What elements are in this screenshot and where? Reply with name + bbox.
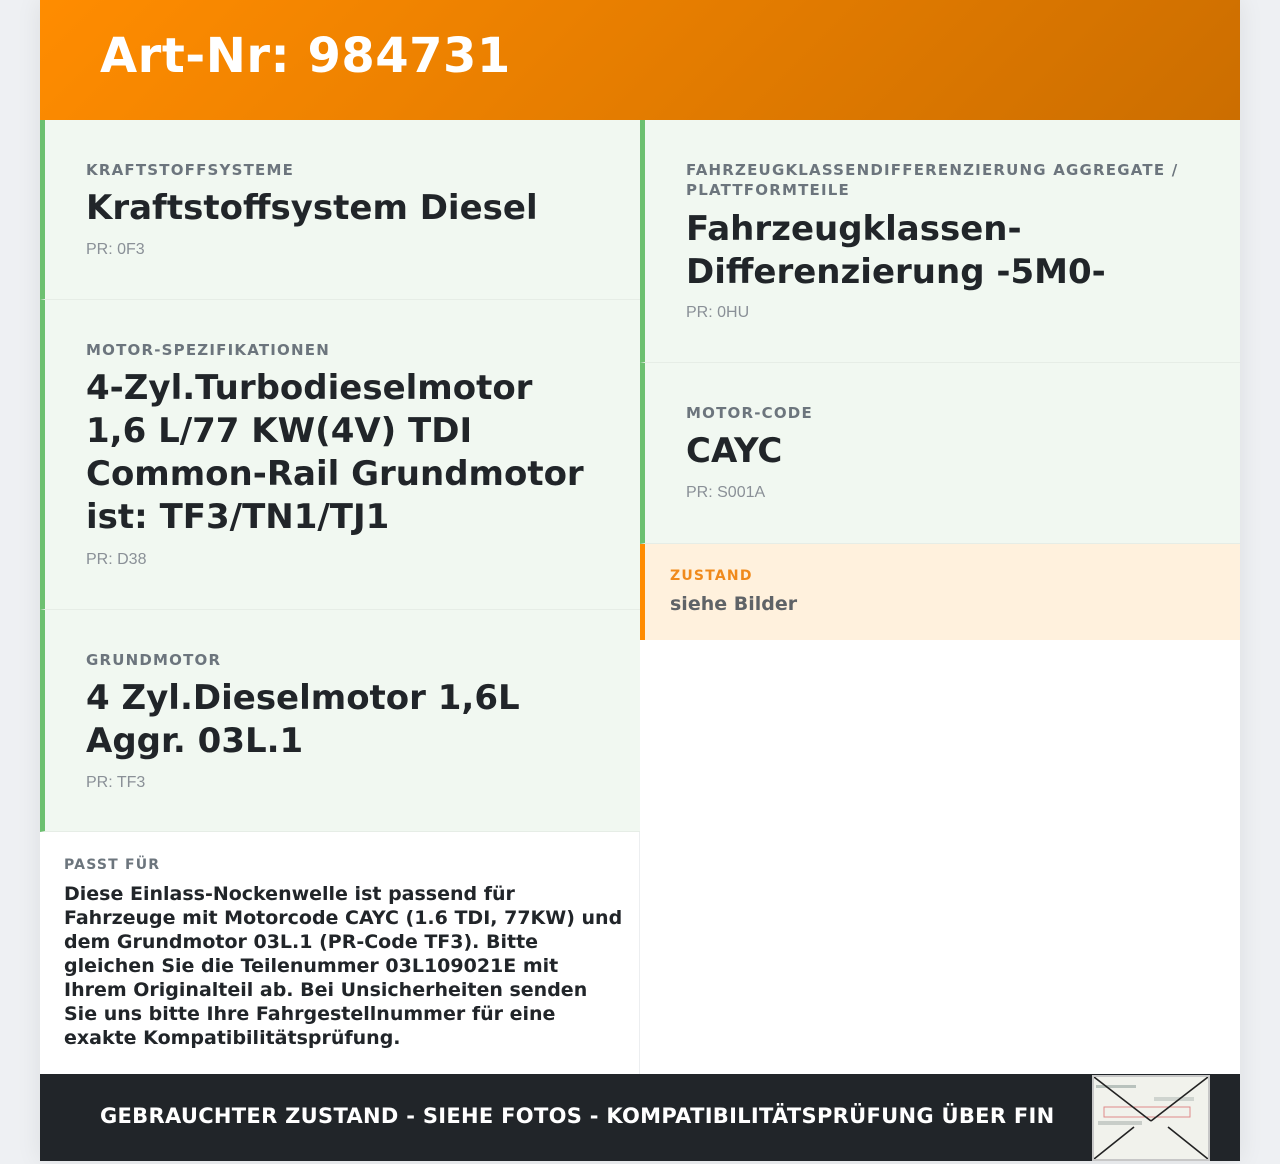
spec-value: CAYC [686, 431, 783, 471]
spec-pr-code: PR: D38 [86, 551, 147, 568]
spec-value: 4-Zyl.Turbodieselmotor 1,6 L/77 KW(4V) TDI Common-Rail Grundmotor ist: TF3/TN1/TJ1 [86, 368, 584, 537]
spec-pr-code: PR: TF3 [86, 774, 146, 791]
spec-value: Fahrzeugklassen-Differenzierung -5M0- [686, 209, 1106, 292]
spec-card-vehicle-class [640, 120, 1240, 363]
spec-category: FAHRZEUGKLASSENDIFFERENZIERUNG AGGREGATE / PLATTFORMTEILE [686, 161, 1179, 199]
spec-category: MOTOR-SPEZIFIKATIONEN [86, 341, 330, 359]
spec-value: 4 Zyl.Dieselmotor 1,6L Aggr. 03L.1 [86, 678, 520, 761]
spec-category: KRAFTSTOFFSYSTEME [86, 161, 295, 179]
spec-card-engine-code [640, 363, 1240, 544]
footer-bar [40, 1074, 1240, 1161]
spec-value: Kraftstoffsystem Diesel [86, 188, 538, 228]
vehicle-document-thumbnail[interactable] [1092, 1075, 1210, 1161]
spec-pr-code: PR: 0HU [686, 304, 750, 321]
spec-category: GRUNDMOTOR [86, 651, 222, 669]
compatibility-section [40, 832, 640, 1074]
spec-pr-code: PR: S001A [686, 484, 766, 501]
spec-pr-code: PR: 0F3 [86, 241, 145, 258]
spec-category: MOTOR-CODE [686, 404, 813, 422]
footer-text: GEBRAUCHTER ZUSTAND - SIEHE FOTOS - KOMPATIBILITÄTSPRÜFUNG ÜBER FIN [100, 1104, 1055, 1128]
document-envelope-icon [1094, 1077, 1208, 1159]
spec-card-fuel-system [40, 120, 640, 300]
condition-label: ZUSTAND [670, 568, 753, 584]
product-sheet [40, 0, 1240, 1161]
spec-card-base-engine [40, 610, 640, 832]
compatibility-text: Diese Einlass-Nockenwelle ist passend für Fahrzeuge mit Motorcode CAYC (1.6 TDI, 77KW) und dem Grundmotor 03L.1 (PR-Code TF3). Bitte gleichen Sie die Teilenummer 03L109021E mit Ihrem Originalteil ab. Bei Unsicherheiten senden Sie uns bitte Ihre Fahrgestellnummer für eine exakte Kompatibilitätsprüfung. [64, 883, 623, 1049]
condition-value: siehe Bilder [670, 593, 798, 615]
spec-card-engine-specs [40, 300, 640, 610]
condition-card [640, 544, 1240, 640]
article-number-title: Art-Nr: 984731 [100, 28, 511, 84]
compatibility-label: PASST FÜR [64, 857, 161, 873]
header-banner [40, 0, 1240, 120]
